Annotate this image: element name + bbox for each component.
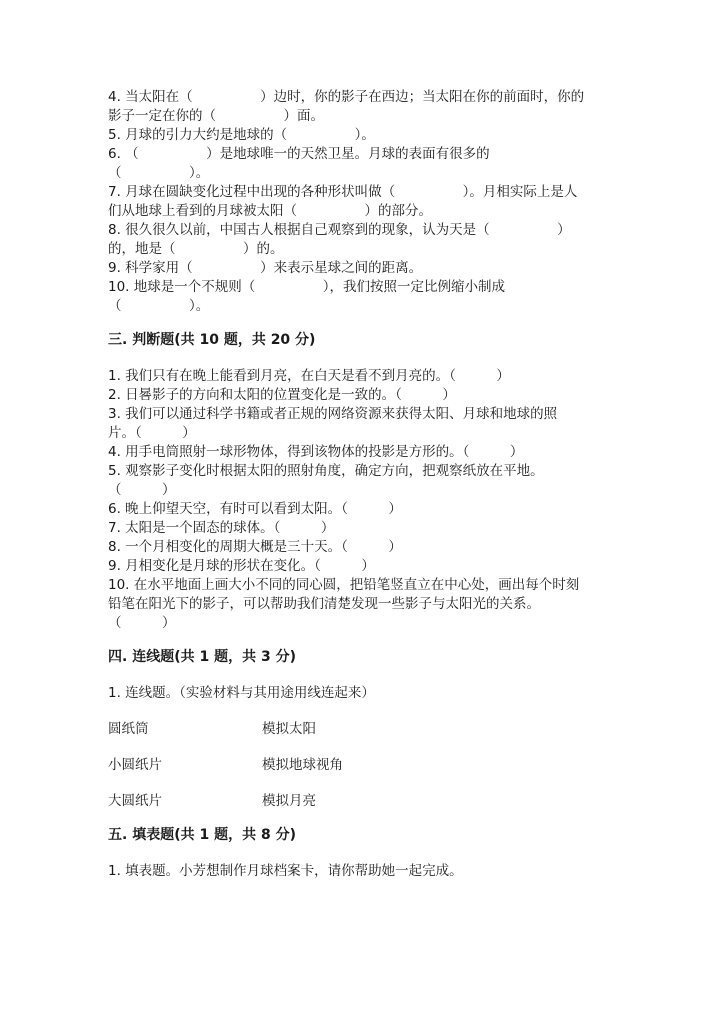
judge-line-9: 9. 月相变化是月球的形状在变化。（ ）	[108, 558, 375, 574]
judge-line-10a: 10. 在水平地面上画大小不同的同心圆，把铅笔竖直立在中心处，画出每个时刻	[108, 577, 580, 593]
match-right-3[interactable]: 模拟月亮	[262, 793, 316, 809]
judge-line-1: 1. 我们只有在晚上能看到月亮，在白天是看不到月亮的。（ ）	[108, 368, 510, 384]
judge-line-7: 7. 太阳是一个固态的球体。（ ）	[108, 520, 335, 536]
match-right-1[interactable]: 模拟太阳	[262, 721, 316, 737]
judge-line-10c: （ ）	[108, 615, 176, 631]
match-right-2[interactable]: 模拟地球视角	[262, 757, 343, 773]
fill-line-10a: 10. 地球是一个不规则（ ），我们按照一定比例缩小制成	[108, 279, 506, 295]
match-left-3[interactable]: 大圆纸片	[108, 793, 162, 809]
match-left-2[interactable]: 小圆纸片	[108, 757, 162, 773]
fill-line-6a: 6. （ ）是地球唯一的天然卫星。月球的表面有很多的	[108, 146, 490, 162]
fill-line-7b: 们从地球上看到的月球被太阳（ ）的部分。	[108, 203, 432, 219]
judge-line-4: 4. 用手电筒照射一球形物体，得到该物体的投影是方形的。（ ）	[108, 444, 524, 460]
fill-line-4b: 影子一定在你的（ ）面。	[108, 108, 324, 124]
section3-title: 三. 判断题(共 10 题，共 20 分)	[108, 332, 316, 348]
judge-line-5b: （ ）	[108, 482, 176, 498]
fill-line-8a: 8. 很久很久以前，中国古人根据自己观察到的现象，认为天是（ ）	[108, 222, 571, 238]
judge-line-3a: 3. 我们可以通过科学书籍或者正规的网络资源来获得太阳、月球和地球的照	[108, 406, 558, 422]
section5-title: 五. 填表题(共 1 题，共 8 分)	[108, 827, 296, 843]
fill-line-7a: 7. 月球在圆缺变化过程中出现的各种形状叫做（ ）。月相实际上是人	[108, 184, 578, 200]
fill-line-10b: （ ）。	[108, 298, 210, 314]
fill-line-9: 9. 科学家用（ ）来表示星球之间的距离。	[108, 260, 423, 276]
section4-title: 四. 连线题(共 1 题，共 3 分)	[108, 649, 296, 665]
judge-line-5a: 5. 观察影子变化时根据太阳的照射角度，确定方向，把观察纸放在平地。	[108, 463, 544, 479]
section5-question: 1. 填表题。小芳想制作月球档案卡，请你帮助她一起完成。	[108, 863, 463, 879]
judge-line-8: 8. 一个月相变化的周期大概是三十天。（ ）	[108, 539, 402, 555]
judge-line-10b: 铅笔在阳光下的影子，可以帮助我们清楚发现一些影子与太阳光的关系。	[108, 596, 540, 612]
fill-line-4a: 4. 当太阳在（ ）边时，你的影子在西边；当太阳在你的前面时，你的	[108, 89, 585, 105]
fill-line-5: 5. 月球的引力大约是地球的（ ）。	[108, 127, 375, 143]
match-left-1[interactable]: 圆纸筒	[108, 721, 149, 737]
fill-line-6b: （ ）。	[108, 165, 210, 181]
fill-line-8b: 的，地是（ ）的。	[108, 241, 284, 257]
judge-line-6: 6. 晚上仰望天空，有时可以看到太阳。（ ）	[108, 501, 402, 517]
judge-line-3b: 片。（ ）	[108, 425, 196, 441]
section4-question: 1. 连线题。（实验材料与其用途用线连起来）	[108, 685, 375, 701]
judge-line-2: 2. 日晷影子的方向和太阳的位置变化是一致的。（ ）	[108, 387, 456, 403]
